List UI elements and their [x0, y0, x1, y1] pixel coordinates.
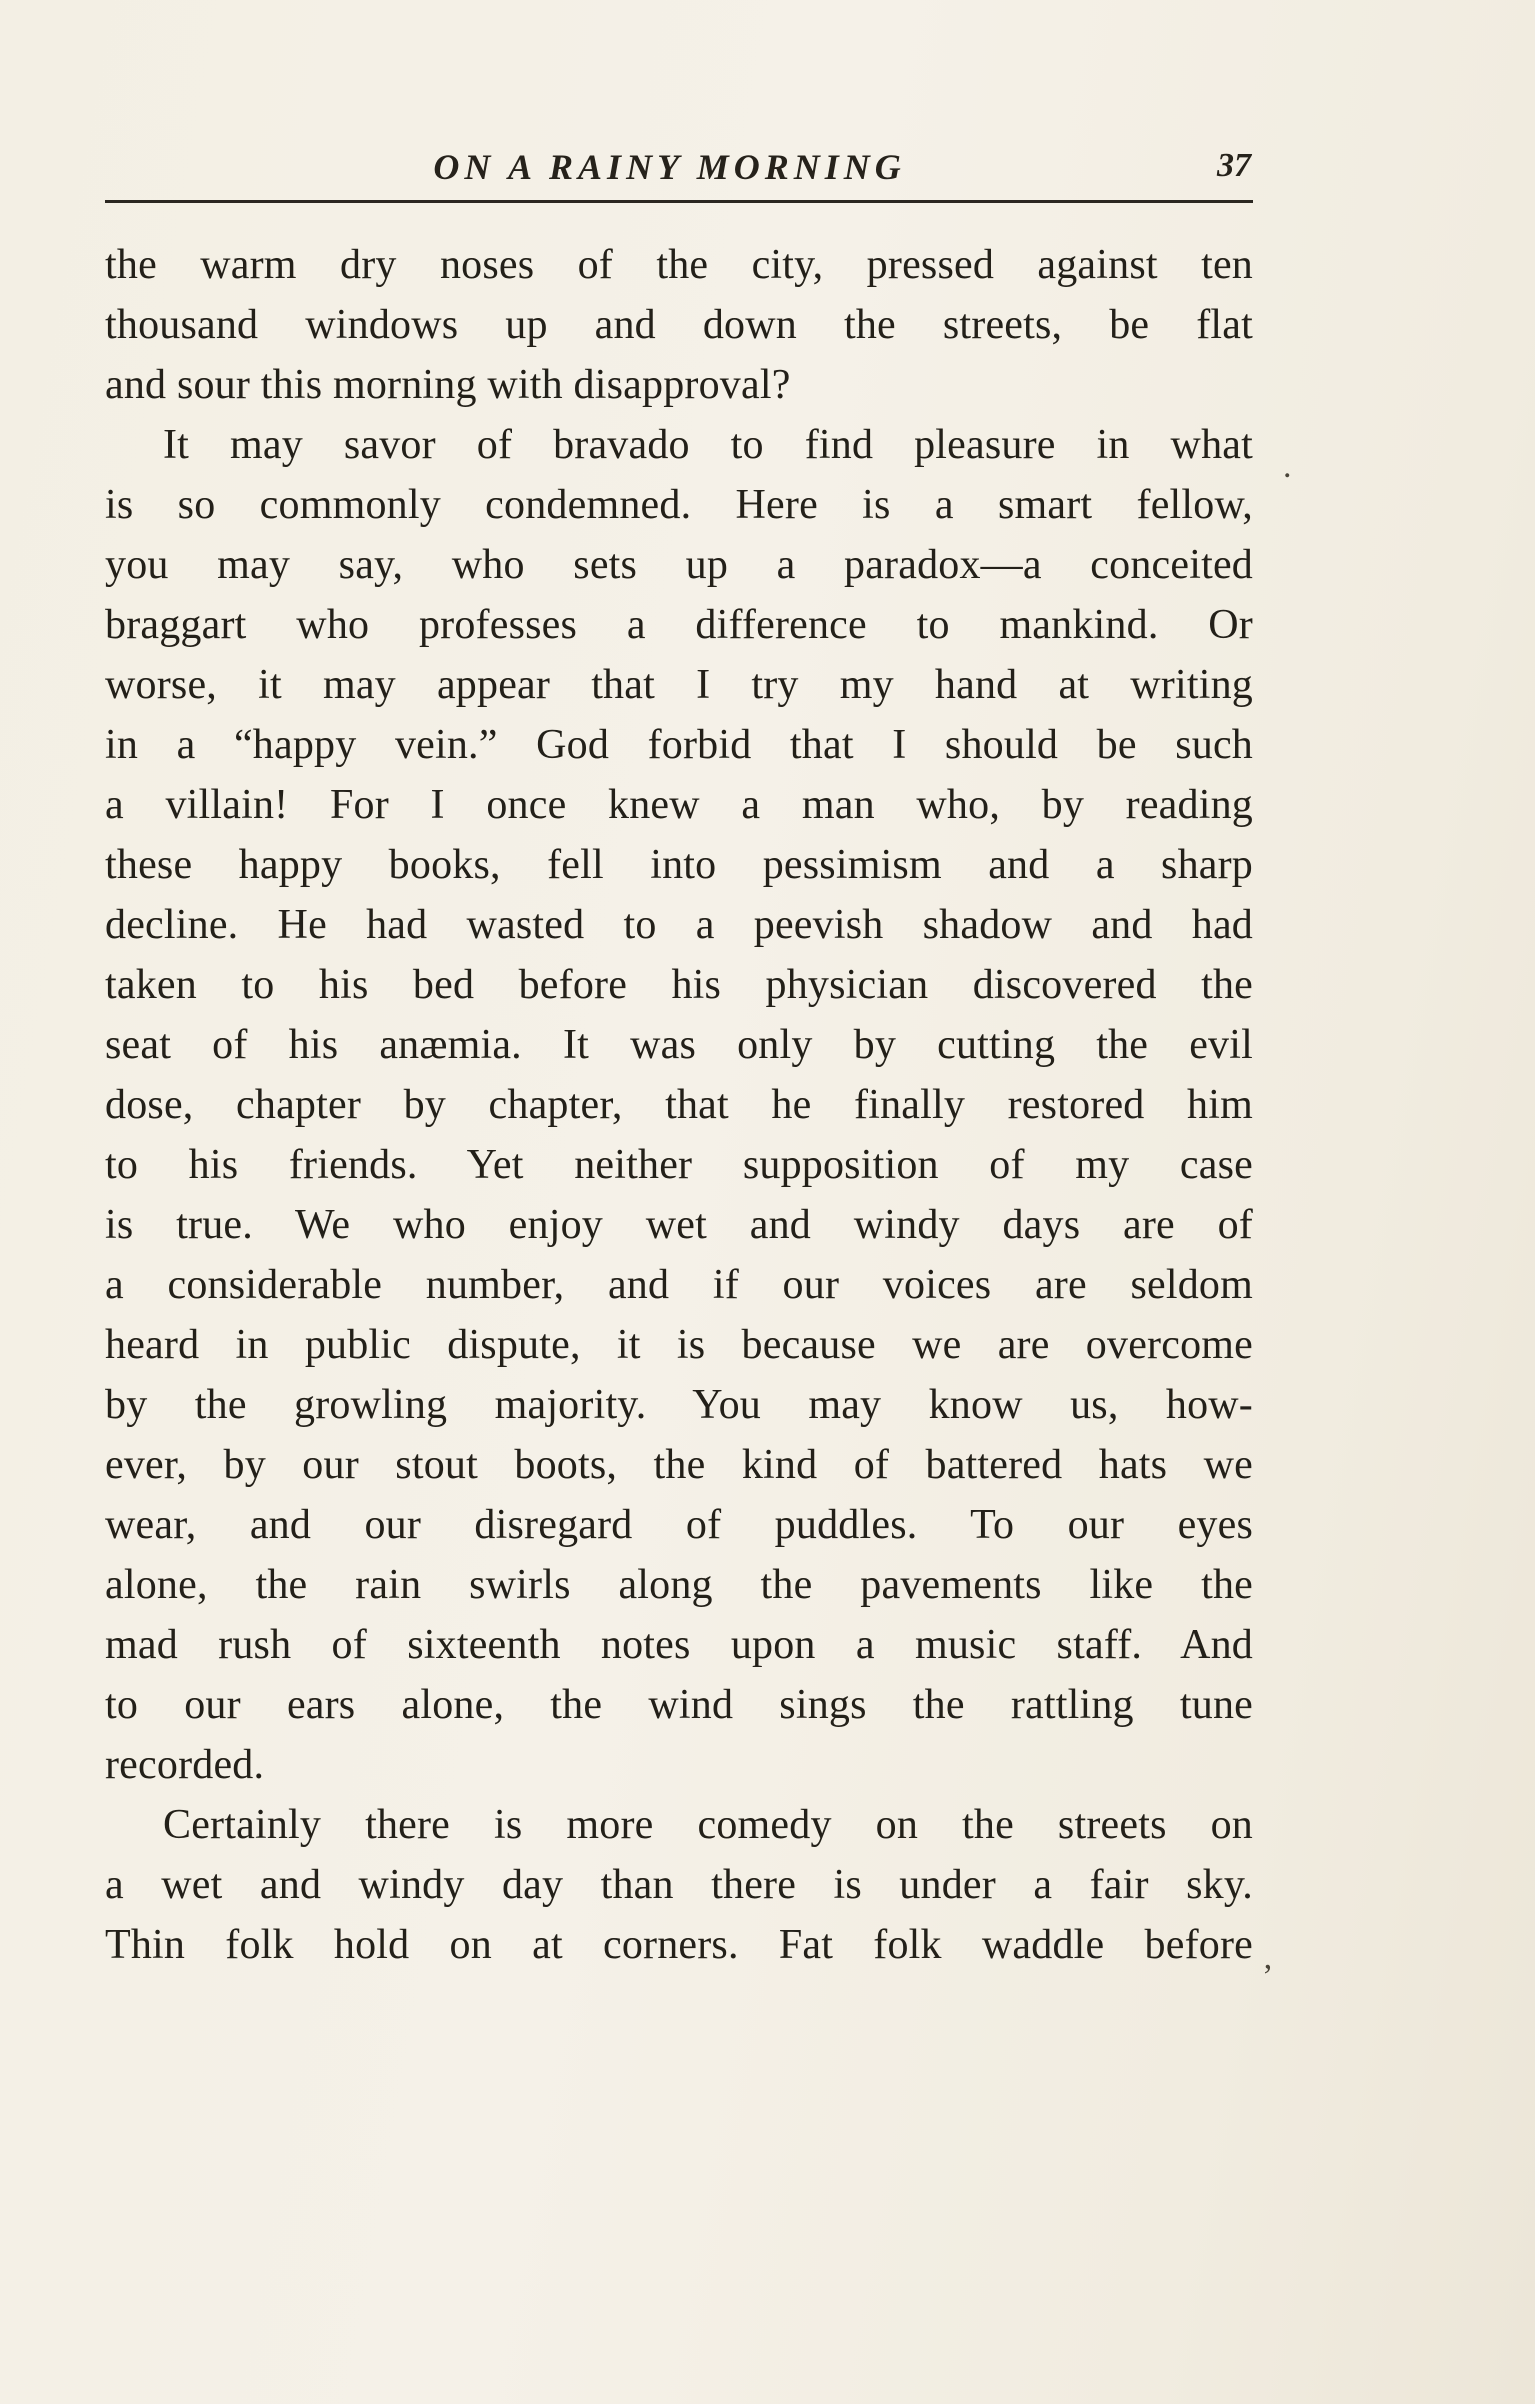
text-line: wear, and our disregard of puddles. To our eyes: [105, 1502, 1253, 1548]
text-column: [105, 146, 1253, 1975]
paragraph: [105, 1795, 1253, 1975]
text-line: a considerable number, and if our voices are seldom: [105, 1262, 1253, 1308]
text-line: is true. We who enjoy wet and windy days are of: [105, 1202, 1253, 1248]
text-line: is so commonly condemned. Here is a smart fellow,: [105, 482, 1253, 528]
header-rule: [105, 200, 1253, 203]
running-title: ON A RAINY MORNING: [433, 147, 906, 187]
text-line: ever, by our stout boots, the kind of battered hats we: [105, 1442, 1253, 1488]
page-header: [105, 146, 1253, 198]
text-line: a wet and windy day than there is under a fair sky.: [105, 1862, 1253, 1908]
text-line: decline. He had wasted to a peevish shadow and had: [105, 902, 1253, 948]
text-line: thousand windows up and down the streets, be flat: [105, 302, 1253, 348]
text-line: the warm dry noses of the city, pressed against ten: [105, 242, 1253, 288]
text-line: recorded.: [105, 1742, 265, 1788]
text-line: to his friends. Yet neither supposition of my case: [105, 1142, 1253, 1188]
text-line: taken to his bed before his physician discovered the: [105, 962, 1253, 1008]
scan-artifact: .: [1283, 448, 1292, 485]
paragraph: [105, 235, 1253, 415]
text-line: you may say, who sets up a paradox—a conceited: [105, 542, 1253, 588]
page-number: 37: [1217, 147, 1251, 184]
text-line: dose, chapter by chapter, that he finally restored him: [105, 1082, 1253, 1128]
text-line: these happy books, fell into pessimism and a sharp: [105, 842, 1253, 888]
page-body: [105, 235, 1253, 1975]
scan-artifact: ’: [1262, 1958, 1274, 1995]
text-line: mad rush of sixteenth notes upon a music staff. And: [105, 1622, 1253, 1668]
text-line: Thin folk hold on at corners. Fat folk waddle before: [105, 1922, 1253, 1968]
text-line: by the growling majority. You may know us, how-: [105, 1382, 1253, 1428]
text-line: to our ears alone, the wind sings the rattling tune: [105, 1682, 1253, 1728]
paragraph: [105, 415, 1253, 1795]
text-line: Certainly there is more comedy on the streets on: [163, 1802, 1253, 1848]
text-line: and sour this morning with disapproval?: [105, 362, 791, 408]
text-line: seat of his anæmia. It was only by cutting the evil: [105, 1022, 1253, 1068]
text-line: in a “happy vein.” God forbid that I should be such: [105, 722, 1253, 768]
text-line: alone, the rain swirls along the pavements like the: [105, 1562, 1253, 1608]
text-line: heard in public dispute, it is because we are overcome: [105, 1322, 1253, 1368]
text-line: It may savor of bravado to find pleasure in what: [163, 422, 1253, 468]
text-line: braggart who professes a difference to mankind. Or: [105, 602, 1253, 648]
text-line: worse, it may appear that I try my hand at writing: [105, 662, 1253, 708]
text-line: a villain! For I once knew a man who, by reading: [105, 782, 1253, 828]
